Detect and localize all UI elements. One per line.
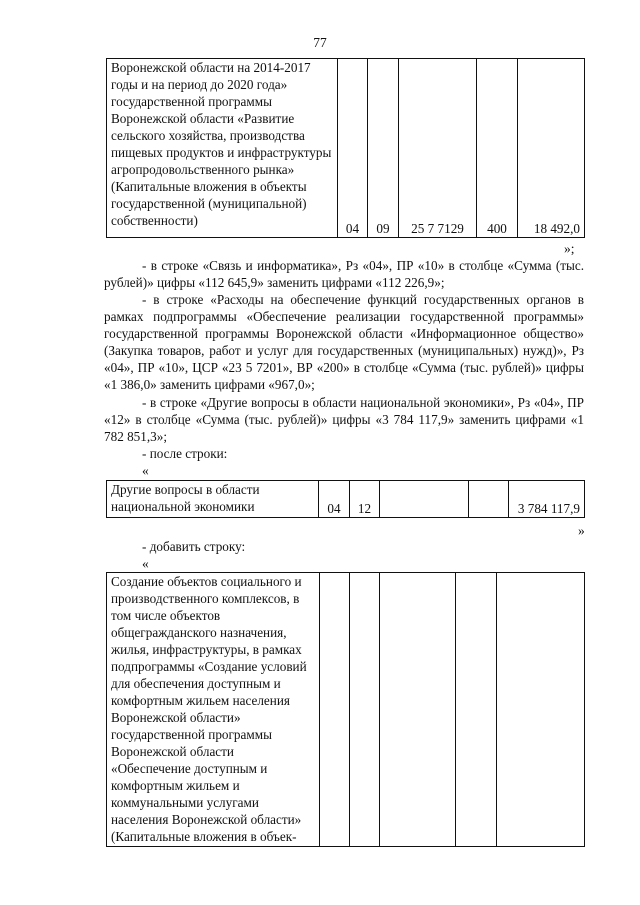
vr-cell [469, 481, 509, 518]
pr-cell [350, 573, 380, 847]
row-name: Создание объектов социального и производственного комплексов, в том числе объектов общегражданского назначения, жилья, инфраструктуры, в рамках подпрограммы «Создание условий для обеспечения доступным и комфортным жильем населения Воронежской области» государственной программы Воронежской области «Обеспечение доступным и комфортным жильем и коммунальными услугами населения Воронежской области» (Капитальные вложения в объек- [107, 573, 320, 847]
paragraph-info-society: - в строке «Расходы на обеспечение функций государственных органов в рамках подпрограммы «Обеспечение реализации государственной программы» государственной программы Воронежской области «Информационное общество» (Закупка товаров, работ и услуг для государственных (муниципальных) нужд)», Рз «04», ПР «10», ЦСР «23 5 7201», ВР «200» в столбце «Сумма (тыс. рублей)» цифры «1 386,0» заменить цифрами «967,0»; [104, 292, 584, 392]
sum-cell: 3 784 117,9 [509, 481, 585, 518]
closing-quote-mark: »; [564, 241, 575, 256]
sum-cell [497, 573, 585, 847]
pr-cell: 09 [368, 59, 399, 238]
budget-table-existing-row [106, 480, 585, 518]
csr-cell [380, 481, 469, 518]
closing-quote-mark: » [578, 523, 585, 538]
row-name: Другие вопросы в области национальной экономики [107, 481, 319, 518]
row-name: Воронежской области на 2014-2017 годы и на период до 2020 года» государственной программы Воронежской области «Развитие сельского хозяйства, производства пищевых продуктов и инфраструктуры агропродовольственного рынка» (Капитальные вложения в объекты государственной (муниципальной) собственности) [107, 59, 338, 238]
vr-cell: 400 [477, 59, 518, 238]
csr-cell [380, 573, 456, 847]
pr-cell: 12 [350, 481, 380, 518]
paragraph-other-economy: - в строке «Другие вопросы в области национальной экономики», Рз «04», ПР «12» в столбце «Сумма (тыс. рублей)» цифры «3 784 117,9» заменить цифрами «1 782 851,3»; [104, 395, 584, 444]
rz-cell: 04 [338, 59, 368, 238]
csr-cell: 25 7 7129 [399, 59, 477, 238]
opening-quote-mark: « [142, 463, 149, 478]
sum-cell: 18 492,0 [518, 59, 585, 238]
after-line-label: - после строки: [142, 446, 228, 461]
rz-cell [320, 573, 350, 847]
vr-cell [456, 573, 497, 847]
table-row [107, 481, 585, 518]
budget-table-new-row [106, 572, 585, 847]
paragraph-communications: - в строке «Связь и информатика», Рз «04», ПР «10» в столбце «Сумма (тыс. рублей)» цифры «112 645,9» заменить цифрами «112 226,9»; [104, 258, 584, 290]
budget-table-continued [106, 58, 585, 238]
page-number: 77 [313, 35, 327, 50]
add-line-label: - добавить строку: [142, 539, 246, 554]
table-row [107, 573, 585, 847]
opening-quote-mark: « [142, 556, 149, 571]
table-row [107, 59, 585, 238]
rz-cell: 04 [319, 481, 350, 518]
